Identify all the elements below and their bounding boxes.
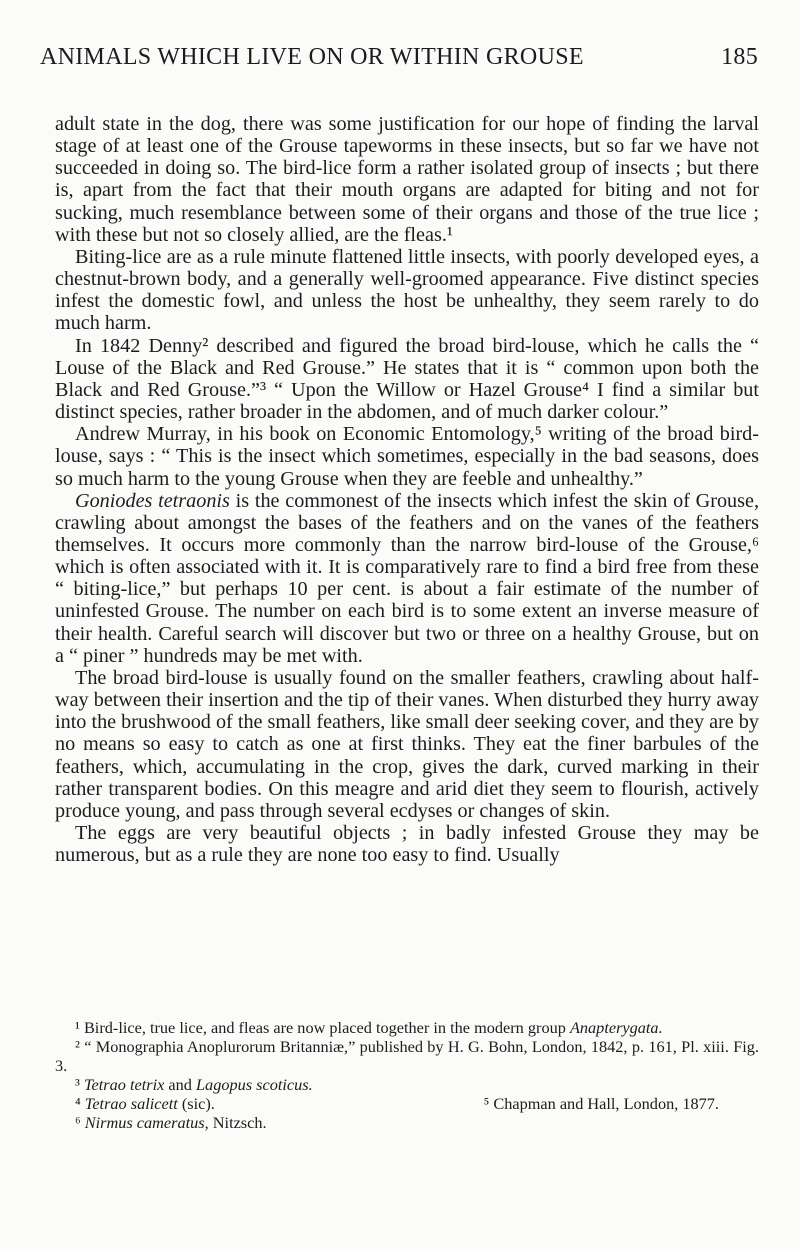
paragraph-6: The broad bird-louse is usually found on the smaller feathers, crawling about half-way between their insertion and the tip of their vanes. When disturbed they hurry away into the brushwood of the small feathers, like small deer seeking cover, and they are by no means so easy to catch as one at first thinks. They eat the finer barbules of the feathers, which, accumulating in the crop, gives the dark, curved marking in their rather transparent bodies. On this meagre and arid diet they seem to flourish, actively produce young, and pass through several ecdyses or changes of skin. [55,666,759,822]
footnotes [55,1018,759,1132]
paragraph-2: Biting-lice are as a rule minute flattened little insects, with poorly developed eyes, a chestnut-brown body, and a generally well-groomed appearance. Five distinct species infest the domestic fowl, and unless the host be unhealthy, they seem rarely to do much harm. [55,245,759,335]
paragraph-4: Andrew Murray, in his book on Economic Entomology,⁵ writing of the broad bird-louse, says : “ This is the insect which sometimes, especially in the bad seasons, does so much harm to the young Grouse when they are feeble and unhealthy.” [55,423,759,490]
running-title: ANIMALS WHICH LIVE ON OR WITHIN GROUSE [40,44,584,70]
footnote-5: ⁵ Chapman and Hall, London, 1877. [483,1094,719,1113]
page-number: 185 [721,44,758,70]
footnote-6: ⁶ Nirmus cameratus, Nitzsch. [75,1113,267,1132]
footnote-3: ³ Tetrao tetrix and Lagopus scoticus. [75,1075,313,1094]
footnote-1: ¹ Bird-lice, true lice, and fleas are now placed together in the modern group Anapterygata. [75,1018,663,1037]
paragraph-5-text: is the commonest of the insects which infest the skin of Grouse, crawling about amongst the bases of the feathers and on the vanes of the feathers themselves. It occurs more commonly than the narrow bird-louse of the Grouse,⁶ which is often associated with it. It is comparatively rare to find a bird free from these “ biting-lice,” but perhaps 10 per cent. is about a fair estimate of the number of uninfested Grouse. The number on each bird is to some extent an inverse measure of their health. Careful search will discover but two or three on a healthy Grouse, but on a “ piner ” hundreds may be met with. [55,489,759,667]
paragraph-1: adult state in the dog, there was some justification for our hope of finding the larval stage of at least one of the Grouse tapeworms in these insects, but so far we have not succeeded in doing so. The bird-lice form a rather isolated group of insects ; but there is, apart from the fact that their mouth organs are adapted for biting and not for sucking, much resemblance between some of their organs and those of the true lice ; with these but not so closely allied, are the fleas.¹ [55,113,759,246]
paragraph-5 [55,490,759,667]
footnote-2: ² “ Monographia Anoplurorum Britanniæ,” published by H. G. Bohn, London, 1842, p. 161, Pl. xiii. Fig. 3. [55,1037,759,1075]
species-name-goniodes: Goniodes tetraonis [75,489,230,512]
footnote-4: ⁴ Tetrao salicett (sic). [75,1094,215,1113]
page-header [40,44,758,78]
paragraph-3: In 1842 Denny² described and figured the broad bird-louse, which he calls the “ Louse of the Black and Red Grouse.” He states that it is “ common upon both the Black and Red Grouse.”³ “ Upon the Willow or Hazel Grouse⁴ I find a similar but distinct species, rather broader in the abdomen, and of much darker colour.” [55,334,759,424]
body-text [55,113,759,866]
paragraph-7: The eggs are very beautiful objects ; in badly infested Grouse they may be numerous, but as a rule they are none too easy to find. Usually [55,822,759,867]
footnote-row-4-5 [55,1094,759,1113]
